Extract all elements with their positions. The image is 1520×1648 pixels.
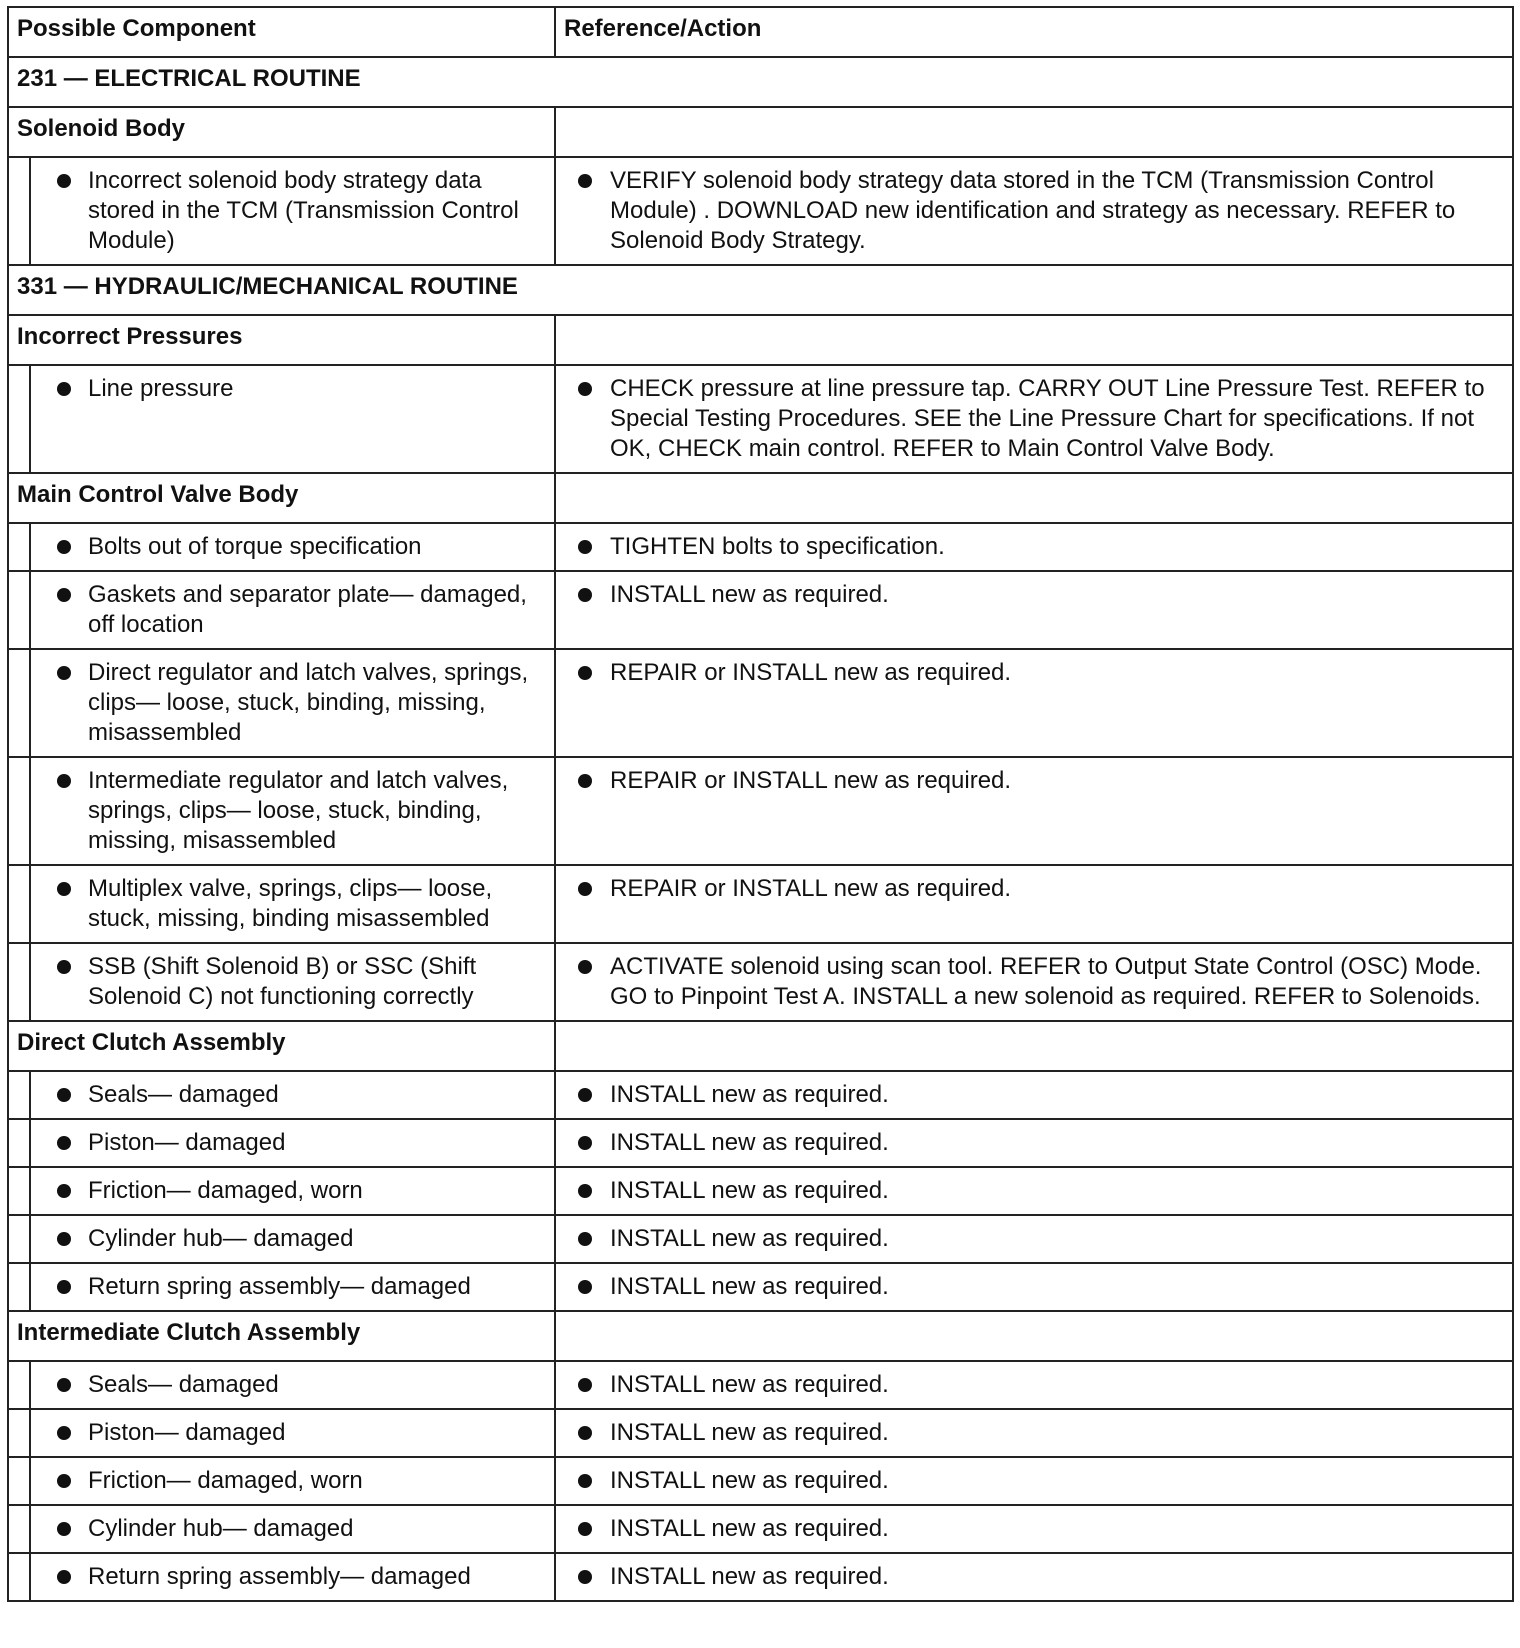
group-title: Solenoid Body [8, 107, 555, 157]
table-row [8, 943, 1513, 1021]
action-cell [555, 865, 1513, 943]
component-text: Seals— damaged [88, 1371, 279, 1398]
component-cell [30, 1361, 555, 1409]
bullet-icon [57, 1426, 71, 1440]
bullet-icon [578, 960, 592, 974]
bullet-icon [57, 1474, 71, 1488]
bullet-icon [57, 882, 71, 896]
component-text: Gaskets and separator plate— damaged, off location [88, 581, 527, 638]
action-cell [555, 157, 1513, 265]
bullet-icon [57, 666, 71, 680]
indent-cell [8, 865, 30, 943]
action-text: INSTALL new as required. [610, 1081, 889, 1108]
table-row [8, 1361, 1513, 1409]
bullet-icon [578, 588, 592, 602]
indent-cell [8, 1457, 30, 1505]
action-cell [555, 757, 1513, 865]
component-cell [30, 1215, 555, 1263]
bullet-icon [57, 1136, 71, 1150]
action-cell [555, 1119, 1513, 1167]
bullet-icon [57, 960, 71, 974]
bullet-icon [578, 1232, 592, 1246]
indent-cell [8, 1167, 30, 1215]
action-text: REPAIR or INSTALL new as required. [610, 875, 1012, 902]
action-text: INSTALL new as required. [610, 1273, 889, 1300]
component-text: SSB (Shift Solenoid B) or SSC (Shift Solenoid C) not functioning correctly [88, 953, 477, 1010]
action-cell [555, 1409, 1513, 1457]
section-row [8, 57, 1513, 107]
action-text: INSTALL new as required. [610, 1563, 889, 1590]
indent-cell [8, 1215, 30, 1263]
group-title: Main Control Valve Body [8, 473, 555, 523]
indent-cell [8, 1071, 30, 1119]
group-action-empty [555, 315, 1513, 365]
action-cell [555, 523, 1513, 571]
indent-cell [8, 1361, 30, 1409]
component-cell [30, 649, 555, 757]
bullet-icon [578, 1184, 592, 1198]
bullet-icon [578, 1426, 592, 1440]
component-cell [30, 757, 555, 865]
bullet-icon [57, 1088, 71, 1102]
bullet-icon [578, 1136, 592, 1150]
component-text: Multiplex valve, springs, clips— loose, stuck, missing, binding misassembled [88, 875, 493, 932]
group-row [8, 107, 1513, 157]
component-text: Intermediate regulator and latch valves, springs, clips— loose, stuck, binding, missing, misassembled [88, 767, 509, 854]
action-text: CHECK pressure at line pressure tap. CARRY OUT Line Pressure Test. REFER to Special Testing Procedures. SEE the Line Pressure Chart for specifications. If not OK, CHECK main control. REFER to Main Control Valve Body. [610, 375, 1485, 462]
group-title: Direct Clutch Assembly [8, 1021, 555, 1071]
component-text: Incorrect solenoid body strategy data stored in the TCM (Transmission Control Module) [88, 167, 519, 254]
table-row [8, 523, 1513, 571]
section-row [8, 265, 1513, 315]
bullet-icon [57, 1522, 71, 1536]
action-text: TIGHTEN bolts to specification. [610, 533, 945, 560]
bullet-icon [578, 1378, 592, 1392]
component-cell [30, 865, 555, 943]
group-action-empty [555, 107, 1513, 157]
component-text: Cylinder hub— damaged [88, 1225, 354, 1252]
component-text: Bolts out of torque specification [88, 533, 422, 560]
table-row [8, 1505, 1513, 1553]
action-text: REPAIR or INSTALL new as required. [610, 767, 1012, 794]
action-text: INSTALL new as required. [610, 1419, 889, 1446]
component-cell [30, 365, 555, 473]
bullet-icon [57, 1280, 71, 1294]
table-row [8, 1167, 1513, 1215]
component-text: Line pressure [88, 375, 234, 402]
component-cell [30, 1263, 555, 1311]
component-cell [30, 1119, 555, 1167]
group-row [8, 315, 1513, 365]
column-header-component: Possible Component [8, 7, 555, 57]
indent-cell [8, 757, 30, 865]
component-text: Friction— damaged, worn [88, 1177, 363, 1204]
action-cell [555, 365, 1513, 473]
component-cell [30, 1167, 555, 1215]
action-cell [555, 1167, 1513, 1215]
action-cell [555, 1071, 1513, 1119]
indent-cell [8, 1263, 30, 1311]
component-cell [30, 523, 555, 571]
component-cell [30, 1457, 555, 1505]
header-row [8, 7, 1513, 57]
action-text: REPAIR or INSTALL new as required. [610, 659, 1012, 686]
indent-cell [8, 157, 30, 265]
group-action-empty [555, 1021, 1513, 1071]
action-text: INSTALL new as required. [610, 1129, 889, 1156]
bullet-icon [578, 540, 592, 554]
table-row [8, 1409, 1513, 1457]
bullet-icon [578, 1522, 592, 1536]
indent-cell [8, 1505, 30, 1553]
component-cell [30, 157, 555, 265]
bullet-icon [57, 1232, 71, 1246]
component-cell [30, 1071, 555, 1119]
indent-cell [8, 365, 30, 473]
table-body [8, 7, 1513, 1601]
action-cell [555, 571, 1513, 649]
group-action-empty [555, 473, 1513, 523]
component-cell [30, 1409, 555, 1457]
bullet-icon [57, 382, 71, 396]
action-text: INSTALL new as required. [610, 1225, 889, 1252]
group-title: Incorrect Pressures [8, 315, 555, 365]
table-row [8, 157, 1513, 265]
bullet-icon [578, 666, 592, 680]
bullet-icon [578, 174, 592, 188]
action-cell [555, 1361, 1513, 1409]
action-text: INSTALL new as required. [610, 1371, 889, 1398]
bullet-icon [57, 588, 71, 602]
section-title: 331 — HYDRAULIC/MECHANICAL ROUTINE [8, 265, 1513, 315]
group-action-empty [555, 1311, 1513, 1361]
bullet-icon [57, 1570, 71, 1584]
bullet-icon [578, 1570, 592, 1584]
diagnostic-table [7, 6, 1514, 1602]
bullet-icon [57, 774, 71, 788]
component-text: Direct regulator and latch valves, springs, clips— loose, stuck, binding, missing, misassembled [88, 659, 529, 746]
bullet-icon [57, 174, 71, 188]
table-row [8, 865, 1513, 943]
table-row [8, 757, 1513, 865]
action-cell [555, 1263, 1513, 1311]
indent-cell [8, 523, 30, 571]
component-cell [30, 1553, 555, 1601]
bullet-icon [578, 1088, 592, 1102]
bullet-icon [57, 1184, 71, 1198]
action-text: INSTALL new as required. [610, 581, 889, 608]
action-text: VERIFY solenoid body strategy data stored in the TCM (Transmission Control Module) . DOWNLOAD new identification and strategy as necessary. REFER to Solenoid Body Strategy. [610, 167, 1456, 254]
component-text: Seals— damaged [88, 1081, 279, 1108]
table-row [8, 1263, 1513, 1311]
group-row [8, 473, 1513, 523]
table-row [8, 365, 1513, 473]
indent-cell [8, 571, 30, 649]
action-text: ACTIVATE solenoid using scan tool. REFER to Output State Control (OSC) Mode. GO to Pinpoint Test A. INSTALL a new solenoid as required. REFER to Solenoids. [610, 953, 1482, 1010]
bullet-icon [578, 774, 592, 788]
component-cell [30, 1505, 555, 1553]
component-cell [30, 943, 555, 1021]
group-row [8, 1311, 1513, 1361]
component-cell [30, 571, 555, 649]
bullet-icon [578, 1474, 592, 1488]
table-row [8, 1119, 1513, 1167]
indent-cell [8, 1409, 30, 1457]
action-cell [555, 1215, 1513, 1263]
action-text: INSTALL new as required. [610, 1515, 889, 1542]
component-text: Piston— damaged [88, 1129, 286, 1156]
table-row [8, 649, 1513, 757]
component-text: Return spring assembly— damaged [88, 1563, 471, 1590]
table-row [8, 1071, 1513, 1119]
action-cell [555, 649, 1513, 757]
table-row [8, 1553, 1513, 1601]
indent-cell [8, 1119, 30, 1167]
bullet-icon [578, 1280, 592, 1294]
action-cell [555, 943, 1513, 1021]
action-cell [555, 1457, 1513, 1505]
table-row [8, 571, 1513, 649]
bullet-icon [57, 540, 71, 554]
indent-cell [8, 1553, 30, 1601]
table-row [8, 1457, 1513, 1505]
group-title: Intermediate Clutch Assembly [8, 1311, 555, 1361]
action-text: INSTALL new as required. [610, 1177, 889, 1204]
action-text: INSTALL new as required. [610, 1467, 889, 1494]
section-title: 231 — ELECTRICAL ROUTINE [8, 57, 1513, 107]
bullet-icon [578, 882, 592, 896]
group-row [8, 1021, 1513, 1071]
component-text: Piston— damaged [88, 1419, 286, 1446]
action-cell [555, 1553, 1513, 1601]
component-text: Return spring assembly— damaged [88, 1273, 471, 1300]
action-cell [555, 1505, 1513, 1553]
bullet-icon [57, 1378, 71, 1392]
indent-cell [8, 943, 30, 1021]
component-text: Cylinder hub— damaged [88, 1515, 354, 1542]
component-text: Friction— damaged, worn [88, 1467, 363, 1494]
table-row [8, 1215, 1513, 1263]
bullet-icon [578, 382, 592, 396]
column-header-action: Reference/Action [555, 7, 1513, 57]
indent-cell [8, 649, 30, 757]
